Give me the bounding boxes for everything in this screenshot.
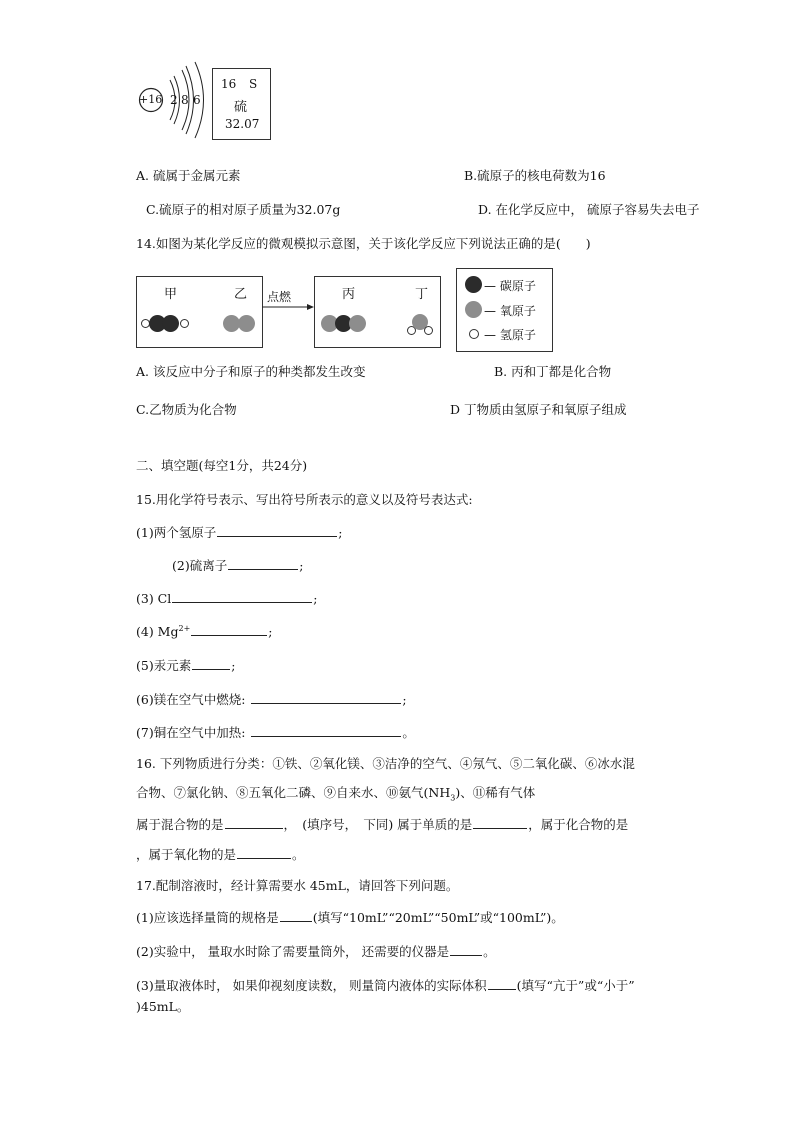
- item-label: (3)量取液体时， 如果仰视刻度读数， 则量筒内液体的实际体积: [136, 978, 487, 993]
- shell2-count: 8: [181, 93, 189, 107]
- item-label: (7)铜在空气中加热:: [136, 725, 246, 740]
- line-text: )、⑪稀有气体: [455, 785, 536, 800]
- hydrogen-legend-icon: [469, 329, 479, 339]
- q17-item-2: [136, 942, 496, 960]
- answer-blank[interactable]: [191, 623, 267, 636]
- nucleus-charge: +16: [139, 93, 163, 106]
- line-text: 属于混合物的是: [136, 817, 224, 832]
- answer-blank[interactable]: [280, 909, 312, 922]
- answer-blank[interactable]: [225, 816, 283, 829]
- q15-stem: 15.用化学符号表示、写出符号所表示的意义以及符号表达式:: [136, 492, 473, 507]
- carbon-legend-icon: [465, 276, 482, 293]
- q15-item-7: [136, 723, 415, 741]
- q13-option-a: A. 硫属于金属元素: [136, 168, 241, 183]
- reaction-arrow: [262, 290, 314, 312]
- item-hint: (填写“10mL”“20mL”“50mL”或“100mL”)。: [312, 910, 564, 925]
- element-name: 硫: [234, 100, 248, 115]
- line-text: 。: [292, 847, 305, 862]
- legend-oxygen: — 氧原子: [484, 304, 536, 318]
- shell3-count: 6: [193, 93, 201, 107]
- q15-item-2: [172, 556, 303, 574]
- arrow-condition: 点燃: [267, 290, 292, 304]
- q13-option-b: B.硫原子的核电荷数为16: [464, 168, 606, 183]
- item-label: (2)实验中， 量取水时除了需要量筒外， 还需要的仪器是: [136, 944, 450, 959]
- q13-option-c: C.硫原子的相对原子质量为32.07g: [146, 202, 341, 217]
- element-symbol: S: [249, 77, 258, 91]
- legend-hydrogen: — 氢原子: [484, 328, 536, 342]
- q15-item-3: [136, 590, 317, 606]
- q15-item-1: [136, 523, 342, 541]
- q14-stem: 14.如图为某化学反应的微观模拟示意图，关于该化学反应下列说法正确的是( ): [136, 236, 591, 251]
- q14-option-d: D 丁物质由氢原子和氧原子组成: [450, 402, 627, 417]
- answer-blank[interactable]: [192, 657, 230, 670]
- answer-blank[interactable]: [228, 557, 298, 570]
- c-atom: [162, 315, 179, 332]
- element-card: [212, 68, 271, 140]
- q15-item-6: [136, 690, 407, 708]
- answer-blank[interactable]: [217, 524, 337, 537]
- label-ding: 丁: [415, 287, 429, 302]
- line-text: ， (填序号， 下同) 属于单质的是: [283, 817, 473, 832]
- arrow-icon: [262, 290, 314, 312]
- line-text: 合物、⑦氯化钠、⑧五氧化二磷、⑨自来水、⑩氨气(NH: [136, 785, 451, 800]
- shell1-count: 2: [170, 93, 178, 107]
- item-hint: (填写“亢于”或“小于”: [516, 978, 635, 993]
- semicolon: ;: [268, 624, 273, 639]
- semicolon: ;: [402, 692, 407, 707]
- q16-line-3: [136, 815, 628, 833]
- q15-item-5: [136, 656, 235, 674]
- period: 。: [402, 725, 415, 740]
- line-text: ，属于氧化物的是: [136, 847, 237, 862]
- answer-blank[interactable]: [450, 943, 482, 956]
- section-title: 二、填空题(每空1分，共24分): [136, 458, 308, 473]
- item-label: (2)硫离子: [172, 558, 228, 573]
- item-label: (4) Mg: [136, 624, 179, 639]
- sulfur-atom-diagram: [134, 60, 216, 142]
- o-atom: [349, 315, 366, 332]
- answer-blank[interactable]: [488, 977, 516, 990]
- h-atom: [180, 319, 189, 328]
- q16-line-4: [136, 845, 305, 863]
- item-label: (1)应该选择量筒的规格是: [136, 910, 279, 925]
- line-text: ，属于化合物的是: [528, 817, 629, 832]
- oxygen-legend-icon: [465, 301, 482, 318]
- ion-charge: 2+: [178, 623, 191, 633]
- label-jia: 甲: [164, 287, 178, 302]
- semicolon: ;: [313, 591, 318, 606]
- reactants-box: [136, 276, 263, 348]
- label-bing: 丙: [342, 287, 356, 302]
- semicolon: ;: [231, 658, 236, 673]
- h-atom: [424, 326, 433, 335]
- q16-line-1: 16. 下列物质进行分类：①铁、②氧化镁、③洁净的空气、④氖气、⑤二氧化碳、⑥冰水混: [136, 756, 635, 771]
- answer-blank[interactable]: [251, 691, 401, 704]
- q17-item-3-cont: )45mL。: [136, 999, 190, 1014]
- q17-item-1: [136, 908, 564, 926]
- o-atom: [238, 315, 255, 332]
- atom-legend: [456, 268, 553, 352]
- period: 。: [483, 944, 496, 959]
- item-label: (5)汞元素: [136, 658, 192, 673]
- products-box: [314, 276, 441, 348]
- answer-blank[interactable]: [251, 724, 401, 737]
- q17-item-3: [136, 976, 635, 994]
- q14-option-a: A. 该反应中分子和原子的种类都发生改变: [136, 364, 366, 379]
- q14-option-b: B. 丙和丁都是化合物: [494, 364, 612, 379]
- q13-option-d: D. 在化学反应中， 硫原子容易失去电子: [478, 202, 700, 217]
- atomic-number: 16: [221, 77, 237, 91]
- label-yi: 乙: [234, 287, 248, 302]
- legend-carbon: — 碳原子: [484, 279, 536, 293]
- answer-blank[interactable]: [172, 590, 312, 603]
- semicolon: ;: [338, 525, 343, 540]
- q16-line-2: [136, 783, 535, 803]
- q14-option-c: C.乙物质为化合物: [136, 402, 237, 417]
- item-label: (3) Cl: [136, 591, 172, 606]
- answer-blank[interactable]: [473, 816, 527, 829]
- item-label: (1)两个氢原子: [136, 525, 217, 540]
- q15-item-4: [136, 623, 273, 639]
- answer-blank[interactable]: [237, 846, 291, 859]
- atomic-mass: 32.07: [225, 117, 260, 131]
- item-label: (6)镁在空气中燃烧:: [136, 692, 246, 707]
- q17-stem: 17.配制溶液时，经计算需要水 45mL，请回答下列问题。: [136, 878, 459, 893]
- semicolon: ;: [299, 558, 304, 573]
- subscript: 3: [450, 793, 456, 803]
